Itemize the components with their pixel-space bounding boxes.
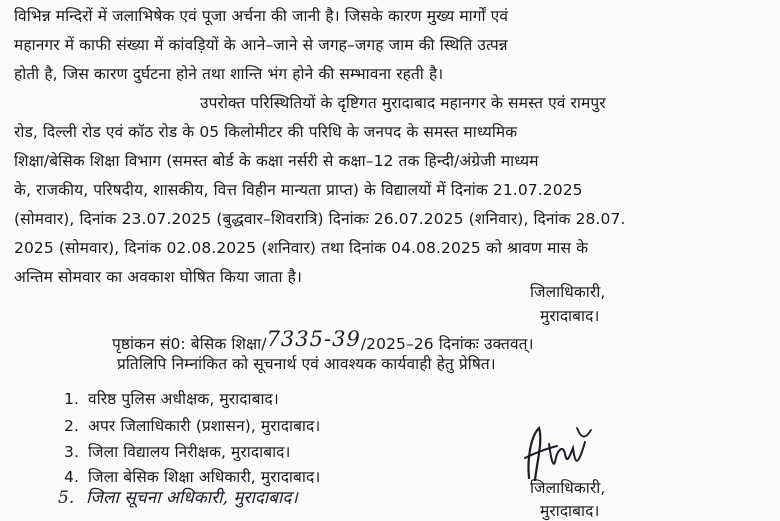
body-line-6: शिक्षा/बेसिक शिक्षा विभाग (समस्त बोर्ड के कक्षा नर्सरी से कक्षा–12 तक हिन्दी/अंग्रेजी माध्यम <box>14 152 539 170</box>
endorsement-prefix: पृष्ठांकन सं0: बेसिक शिक्षा/ <box>112 335 267 353</box>
body-line-9: 2025 (सोमवार), दिनांक 02.08.2025 (शनिवार) तथा दिनांक 04.08.2025 को श्रावण मास के <box>14 239 589 257</box>
recipient-text: जिला विद्यालय निरीक्षक, मुरादाबाद। <box>88 443 291 461</box>
signature-place: मुरादाबाद। <box>540 307 600 325</box>
signature-title-2: जिलाधिकारी, <box>530 479 606 497</box>
body-line-10: अन्तिम सोमवार का अवकाश घोषित किया जाता है। <box>14 268 302 286</box>
body-line-2: महानगर में काफी संख्या में कांवड़ियों के आने–जाने से जगह–जगह जाम की स्थिति उत्पन्न <box>14 36 508 54</box>
body-line-5: रोड, दिल्ली रोड एवं कॉठ रोड के 05 किलोमीटर की परिधि के जनपद के समस्त माध्यमिक <box>14 123 518 141</box>
recipient-num: 2. <box>64 417 79 435</box>
recipient-item <box>64 467 320 487</box>
endorsement-line <box>112 327 534 354</box>
recipient-num: 4. <box>64 468 79 486</box>
handwritten-recipient <box>58 487 298 509</box>
body-line-4: उपरोक्त परिस्थितियों के दृष्टिगत मुरादाबाद महानगर के समस्त एवं रामपुर <box>200 94 606 112</box>
recipient-num: 3. <box>64 443 79 461</box>
handwritten-recipient-num: 5. <box>58 488 75 508</box>
recipient-text: वरिष्ठ पुलिस अधीक्षक, मुरादाबाद। <box>88 390 279 408</box>
body-line-7: के, राजकीय, परिषदीय, शासकीय, वित्त विहीन मान्यता प्राप्त) के विद्यालयों में दिनांक 21.07.2025 <box>14 181 583 199</box>
signature-title: जिलाधिकारी, <box>530 283 606 301</box>
copy-text: प्रतिलिपि निम्नांकित को सूचनार्थ एवं आवश्यक कार्यवाही हेतु प्रेषित। <box>117 355 496 373</box>
endorsement-suffix: /2025–26 दिनांकः उक्तवत्। <box>360 335 534 353</box>
recipient-item <box>64 389 279 409</box>
body-line-1: विभिन्न मन्दिरों में जलाभिषेक एवं पूजा अर्चना की जानी है। जिसके कारण मुख्य मार्गों एवं <box>14 7 509 25</box>
body-line-8: (सोमवार), दिनांक 23.07.2025 (बुद्धवार–शिवरात्रि) दिनांकः 26.07.2025 (शनिवार), दिनांक 28.07. <box>14 210 626 228</box>
endorsement-number-handwritten: 7335-39 <box>266 327 361 351</box>
recipient-num: 1. <box>64 390 79 408</box>
recipient-text: अपर जिलाधिकारी (प्रशासन), मुरादाबाद। <box>88 417 321 435</box>
recipient-item <box>64 416 320 436</box>
recipient-item <box>64 442 291 462</box>
body-line-3: होती है, जिस कारण दुर्घटना होने तथा शान्ति भंग होने की सम्भावना रहती है। <box>14 65 444 83</box>
signature-place-2: मुरादाबाद। <box>540 502 600 520</box>
recipient-text: जिला बेसिक शिक्षा अधिकारी, मुरादाबाद। <box>88 468 321 486</box>
handwritten-recipient-text: जिला सूचना अधिकारी, मुरादाबाद। <box>86 488 298 508</box>
